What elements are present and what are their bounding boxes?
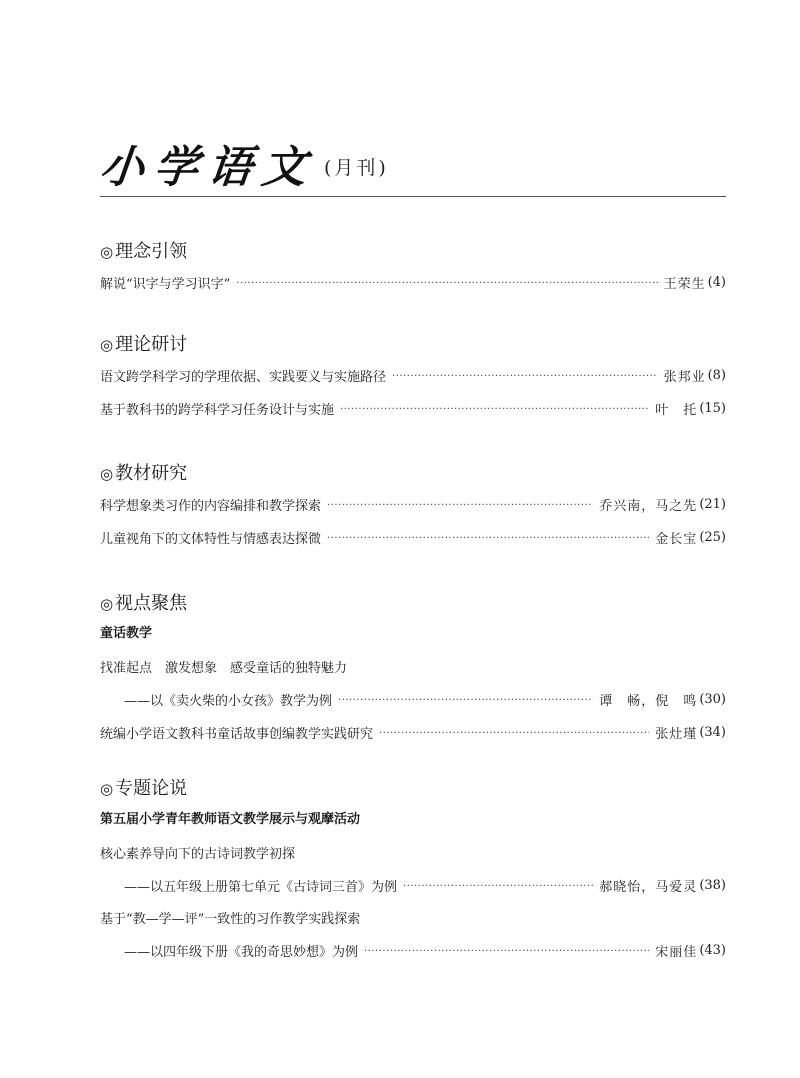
toc-entry[interactable] [100, 906, 726, 928]
leader-dots [338, 693, 593, 706]
article-page: (8) [707, 367, 726, 383]
leader-dots [392, 369, 658, 382]
leader-dots [403, 879, 593, 892]
article-subtitle: ——以四年级下册《我的奇思妙想》为例 [124, 944, 359, 960]
section-title: 理念引领 [115, 241, 188, 262]
section-title: 视点聚焦 [115, 593, 188, 614]
section-heading-theory [100, 333, 726, 357]
header-rule [100, 196, 726, 197]
article-title: 核心素养导向下的古诗词教学初探 [100, 846, 296, 862]
article-author: 叶 托 [655, 402, 698, 418]
section-title: 教材研究 [115, 463, 188, 484]
masthead [97, 141, 389, 193]
article-subtitle: ——以五年级上册第七单元《古诗词三首》为例 [124, 879, 398, 895]
toc-entry-subtitle[interactable] [124, 939, 726, 961]
article-title: 统编小学语文教科书童话故事创编教学实践研究 [100, 726, 374, 742]
double-circle-icon: ◎ [100, 243, 114, 261]
toc-entry-subtitle[interactable] [124, 874, 726, 896]
toc-entry[interactable] [100, 841, 726, 863]
leader-dots [327, 498, 593, 511]
double-circle-icon: ◎ [100, 465, 114, 483]
subsection-heading: 童话教学 [100, 626, 153, 641]
article-page: (25) [699, 529, 726, 545]
toc-entry[interactable] [100, 364, 726, 386]
leader-dots [364, 944, 649, 957]
toc-entry[interactable] [100, 271, 726, 293]
article-author: 张邦业 [663, 369, 706, 385]
article-title: 科学想象类习作的内容编排和教学探索 [100, 498, 322, 514]
article-title: 基于“教—学—评”一致性的习作教学实践探索 [100, 911, 361, 927]
toc-entry[interactable] [100, 397, 726, 419]
section-heading-textbook [100, 462, 726, 486]
journal-frequency: (月刊) [324, 157, 389, 179]
article-page: (4) [707, 274, 726, 290]
section-heading-concept [100, 240, 726, 264]
article-author: 金长宝 [655, 531, 698, 547]
leader-dots [327, 531, 649, 544]
article-title: 基于教科书的跨学科学习任务设计与实施 [100, 402, 335, 418]
leader-dots [340, 402, 649, 415]
double-circle-icon: ◎ [100, 595, 114, 613]
article-page: (43) [699, 942, 726, 958]
article-author: 郝晓怡，马爱灵 [599, 879, 698, 895]
article-page: (30) [699, 691, 726, 707]
section-title: 理论研讨 [115, 334, 188, 355]
toc-entry[interactable] [100, 721, 726, 743]
toc-entry[interactable] [100, 526, 726, 548]
article-author: 谭 畅，倪 鸣 [599, 693, 698, 709]
article-author: 乔兴南，马之先 [599, 498, 698, 514]
toc-entry[interactable] [100, 655, 726, 677]
article-author: 王荣生 [663, 276, 706, 292]
section-heading-focus [100, 592, 726, 616]
double-circle-icon: ◎ [100, 336, 114, 354]
article-author: 张灶瑾 [655, 726, 698, 742]
article-title: 语文跨学科学习的学理依据、实践要义与实施路径 [100, 369, 387, 385]
leader-dots [379, 726, 649, 739]
article-subtitle: ——以《卖火柴的小女孩》教学为例 [124, 693, 333, 709]
toc-entry[interactable] [100, 493, 726, 515]
journal-title: 小学语文 [97, 142, 319, 193]
article-page: (38) [699, 877, 726, 893]
subsection-heading: 第五届小学青年教师语文教学展示与观摩活动 [100, 812, 361, 827]
article-page: (34) [699, 724, 726, 740]
article-title: 找准起点 激发想象 感受童话的独特魅力 [100, 660, 348, 676]
double-circle-icon: ◎ [100, 780, 114, 798]
leader-dots [236, 276, 657, 289]
article-page: (15) [699, 400, 726, 416]
article-page: (21) [699, 496, 726, 512]
section-heading-topics [100, 777, 726, 801]
section-title: 专题论说 [115, 778, 188, 799]
article-author: 宋丽佳 [655, 944, 698, 960]
toc-entry-subtitle[interactable] [124, 688, 726, 710]
article-title: 解说“识字与学习识字” [100, 276, 231, 292]
article-title: 儿童视角下的文体特性与情感表达探微 [100, 531, 322, 547]
